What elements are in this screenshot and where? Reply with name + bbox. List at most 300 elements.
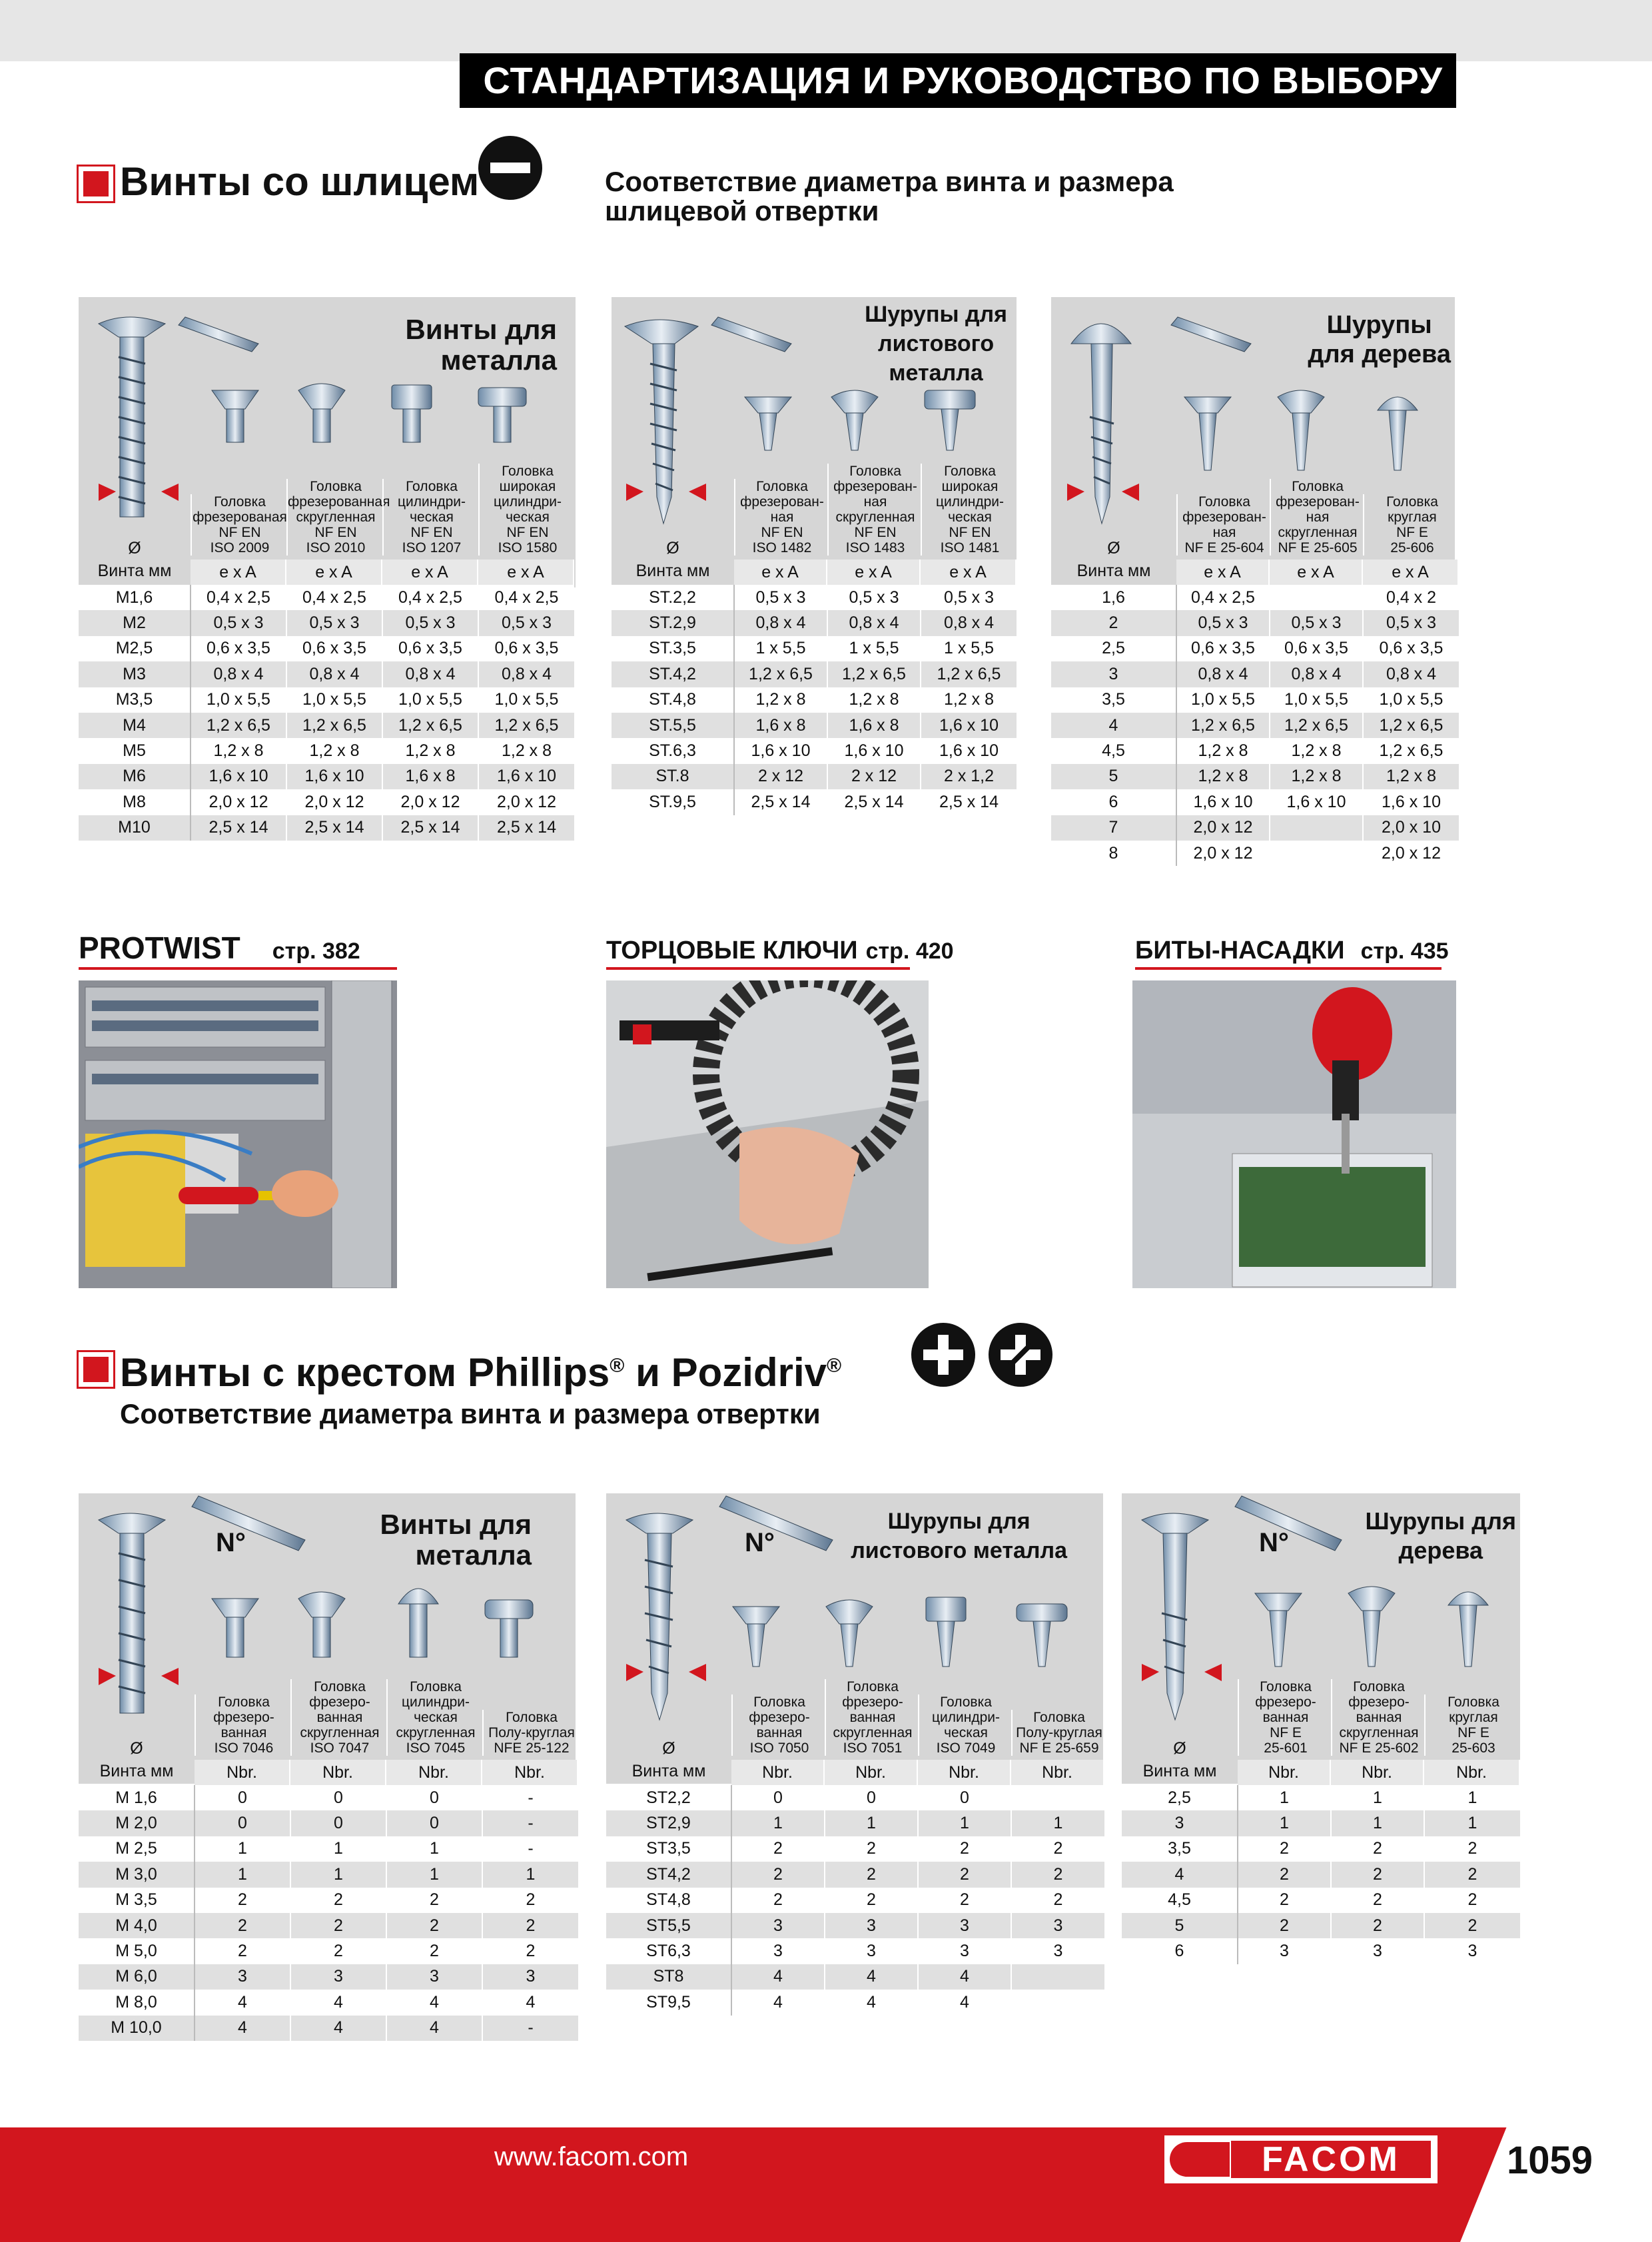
value-cell: -	[482, 2016, 578, 2041]
panel-title: Винты для металла	[380, 1509, 532, 1571]
row-size-cell: ST3,5	[606, 1836, 731, 1862]
value-cell: 1,2 x 8	[286, 738, 382, 763]
data-table	[612, 585, 1017, 815]
value-cell: 0,4 x 2,5	[382, 585, 478, 610]
value-cell: 1,6 x 10	[286, 764, 382, 789]
value-cell: 2 x 12	[827, 764, 921, 789]
value-cell: 2,0 x 12	[382, 789, 478, 815]
value-cell: 2	[1238, 1913, 1331, 1938]
unit-header: Nbr.	[825, 1760, 918, 1785]
row-size-cell: 7	[1051, 815, 1176, 841]
value-cell: 2,0 x 10	[1363, 815, 1459, 841]
row-size-cell: ST9,5	[606, 1990, 731, 2015]
row-size-cell: M 2,0	[79, 1810, 195, 1836]
row-size-cell: ST4,2	[606, 1862, 731, 1887]
row-size-cell: M 2,5	[79, 1836, 195, 1862]
value-cell: 0,5 x 3	[191, 610, 286, 635]
value-cell: 0,8 x 4	[827, 610, 921, 635]
slotted-subtitle-1: Соответствие диаметра винта и размера	[605, 166, 1174, 197]
row-size-cell: M4	[79, 713, 191, 738]
table-row	[1051, 636, 1459, 661]
table-row	[606, 1862, 1104, 1887]
value-cell: 0	[195, 1785, 290, 1810]
value-cell: 0,4 x 2,5	[191, 585, 286, 610]
column-header: Головка фрезерован- ная NF E 25-604	[1176, 494, 1271, 556]
column-header: Головка цилиндри- ческая ISO 7049	[918, 1694, 1013, 1756]
value-cell: 1,0 x 5,5	[382, 687, 478, 713]
table-row	[1122, 1938, 1520, 1964]
value-cell: 1 x 5,5	[827, 636, 921, 661]
value-cell: 3	[918, 1938, 1011, 1964]
value-cell: 1	[195, 1836, 290, 1862]
table-row	[79, 610, 574, 635]
slotted-head-icon	[478, 136, 542, 200]
value-cell: 4	[918, 1964, 1011, 1990]
column-header: Головка фрезерованая NF EN ISO 2009	[191, 494, 288, 556]
value-cell: 3	[918, 1913, 1011, 1938]
link-rule	[606, 967, 910, 970]
unit-header: e x A	[734, 560, 827, 585]
row-size-cell: ST.9,5	[612, 789, 734, 815]
value-cell: 1,2 x 6,5	[1176, 713, 1270, 738]
value-cell: 3	[1011, 1913, 1104, 1938]
value-cell: 2	[825, 1888, 918, 1913]
column-header: Головка фрезеро- ванная скругленная ISO 7051	[825, 1679, 919, 1756]
value-cell: 2	[1011, 1888, 1104, 1913]
value-cell: 0,6 x 3,5	[1176, 636, 1270, 661]
table-row	[1051, 789, 1459, 815]
panel-title: Шурупы для дерева	[1365, 1507, 1516, 1564]
value-cell: 0,8 x 4	[1270, 661, 1363, 687]
footer-url[interactable]: www.facom.com	[494, 2142, 689, 2171]
row-size-cell: M 6,0	[79, 1964, 195, 1990]
value-cell: 0,5 x 3	[921, 585, 1017, 610]
table-row	[606, 1810, 1104, 1836]
value-cell: 0,6 x 3,5	[478, 636, 574, 661]
value-cell: 0	[918, 1785, 1011, 1810]
row-size-cell: 3	[1051, 661, 1176, 687]
value-cell: 2	[1424, 1862, 1520, 1887]
value-cell: 1	[1238, 1810, 1331, 1836]
row-size-cell: M 1,6	[79, 1785, 195, 1810]
value-cell: 2	[386, 1888, 482, 1913]
value-cell: 0,4 x 2,5	[1176, 585, 1270, 610]
unit-header: Nbr.	[386, 1760, 482, 1785]
value-cell: 2	[195, 1888, 290, 1913]
value-cell: 2,5 x 14	[734, 789, 827, 815]
data-table	[1051, 585, 1459, 866]
unit-header: e x A	[921, 560, 1017, 585]
value-cell: 0,8 x 4	[382, 661, 478, 687]
link-protwist[interactable]: PROTWIST стр. 382	[79, 931, 360, 965]
value-cell: 4	[290, 1990, 386, 2015]
page-header: СТАНДАРТИЗАЦИЯ И РУКОВОДСТВО ПО ВЫБОРУ	[460, 53, 1456, 108]
value-cell: 0,8 x 4	[478, 661, 574, 687]
value-cell: 1	[1331, 1785, 1424, 1810]
value-cell: 4	[731, 1990, 825, 2015]
value-cell: 4	[825, 1990, 918, 2015]
value-cell: 2,0 x 12	[1176, 841, 1270, 866]
value-cell: 1,2 x 6,5	[734, 661, 827, 687]
row-size-cell: 5	[1122, 1913, 1238, 1938]
table-row	[606, 1836, 1104, 1862]
value-cell: 0,8 x 4	[734, 610, 827, 635]
unit-header: Nbr.	[290, 1760, 386, 1785]
row-size-cell: 2,5	[1051, 636, 1176, 661]
unit-header: e x A	[1176, 560, 1270, 585]
bits-photo	[1132, 980, 1456, 1288]
table-row	[79, 815, 574, 841]
row-size-cell: ST6,3	[606, 1938, 731, 1964]
value-cell: 3	[195, 1964, 290, 1990]
table-row	[1051, 764, 1459, 789]
value-cell: 2	[918, 1836, 1011, 1862]
value-cell: 2	[1331, 1913, 1424, 1938]
value-cell: 4	[195, 1990, 290, 2015]
value-cell	[1270, 585, 1363, 610]
value-cell: 1,2 x 8	[382, 738, 478, 763]
value-cell: 4	[731, 1964, 825, 1990]
value-cell: 2,5 x 14	[478, 815, 574, 841]
value-cell: 0,6 x 3,5	[382, 636, 478, 661]
row-size-cell: ST.5,5	[612, 713, 734, 738]
driver-number-label: N°	[216, 1528, 246, 1557]
pozidriv-head-icon	[989, 1323, 1052, 1387]
value-cell: 1 x 5,5	[921, 636, 1017, 661]
value-cell: 2	[195, 1938, 290, 1964]
protwist-photo	[79, 980, 397, 1288]
unit-header: e x A	[827, 560, 921, 585]
unit-header: e x A	[286, 560, 382, 585]
value-cell: 2,0 x 12	[286, 789, 382, 815]
value-cell: 2	[918, 1862, 1011, 1887]
phillips-subtitle: Соответствие диаметра винта и размера отвертки	[120, 1398, 821, 1429]
value-cell: 2 x 12	[734, 764, 827, 789]
row-size-cell: ST.3,5	[612, 636, 734, 661]
row-size-cell: ST.2,9	[612, 610, 734, 635]
driver-number-label: N°	[1259, 1528, 1289, 1557]
row-size-cell: 3,5	[1122, 1836, 1238, 1862]
value-cell: 1,6 x 10	[921, 713, 1017, 738]
value-cell: 2,5 x 14	[286, 815, 382, 841]
panel-title: Шурупы для дерева	[1308, 311, 1451, 368]
value-cell: 4	[918, 1990, 1011, 2015]
section-bullet	[79, 1352, 113, 1387]
value-cell	[1011, 1785, 1104, 1810]
value-cell: -	[482, 1785, 578, 1810]
value-cell: 0	[290, 1785, 386, 1810]
table-row	[1051, 815, 1459, 841]
value-cell: 0,6 x 3,5	[286, 636, 382, 661]
value-cell: 1,2 x 6,5	[382, 713, 478, 738]
value-cell: 2	[1424, 1913, 1520, 1938]
value-cell: 1,2 x 6,5	[827, 661, 921, 687]
table-row	[79, 1888, 578, 1913]
value-cell	[1270, 815, 1363, 841]
link-rule	[79, 967, 397, 970]
value-cell: 2	[1331, 1888, 1424, 1913]
row-size-cell: M8	[79, 789, 191, 815]
column-header: Головка широкая цилиндри- ческая NF EN ISO 1481	[921, 464, 1018, 556]
value-cell: 2	[290, 1938, 386, 1964]
socket-keys-photo	[606, 980, 929, 1288]
table-row	[606, 1785, 1104, 1810]
value-cell: 2,0 x 12	[1363, 841, 1459, 866]
value-cell: 2	[825, 1862, 918, 1887]
value-cell: 1,0 x 5,5	[478, 687, 574, 713]
value-cell: 0,8 x 4	[921, 610, 1017, 635]
value-cell: 1,0 x 5,5	[1363, 687, 1459, 713]
table-row	[1051, 713, 1459, 738]
value-cell: 2	[1238, 1862, 1331, 1887]
column-header: Головка круглая NF E 25-606	[1363, 494, 1460, 556]
row-size-cell: ST.4,8	[612, 687, 734, 713]
value-cell: 1,2 x 8	[478, 738, 574, 763]
value-cell: 2	[731, 1836, 825, 1862]
table-row	[79, 1964, 578, 1990]
column-header: Головка цилиндри- ческая NF EN ISO 1207	[382, 479, 480, 556]
row-size-cell: ST2,9	[606, 1810, 731, 1836]
value-cell: 1,6 x 10	[478, 764, 574, 789]
value-cell: 1,6 x 10	[734, 738, 827, 763]
table-row	[612, 585, 1017, 610]
column-header: Головка широкая цилиндри- ческая NF EN ISO 1580	[478, 464, 576, 556]
value-cell: 1,6 x 8	[734, 713, 827, 738]
value-cell: 2	[482, 1938, 578, 1964]
row-size-cell: 4	[1051, 713, 1176, 738]
value-cell: 3	[1424, 1938, 1520, 1964]
unit-header: e x A	[478, 560, 574, 585]
value-cell: 1	[386, 1862, 482, 1887]
value-cell: 3	[825, 1938, 918, 1964]
value-cell: 2	[482, 1888, 578, 1913]
value-cell: 2,5 x 14	[921, 789, 1017, 815]
column-header: Головка фрезерован- ная скругленная NF EN ISO 1483	[827, 464, 922, 556]
value-cell: 2	[1238, 1836, 1331, 1862]
link-bits[interactable]: БИТЫ-НАСАДКИ стр. 435	[1135, 936, 1449, 964]
table-row	[606, 1913, 1104, 1938]
table-row	[612, 661, 1017, 687]
table-row	[612, 738, 1017, 763]
column-header: Головка круглая NF E 25-603	[1424, 1694, 1521, 1756]
value-cell: 1	[1238, 1785, 1331, 1810]
table-row	[1122, 1785, 1520, 1810]
value-cell: 0,8 x 4	[1363, 661, 1459, 687]
driver-number-label: N°	[745, 1528, 775, 1557]
value-cell: 0	[386, 1785, 482, 1810]
value-cell: 2	[731, 1862, 825, 1887]
value-cell: 3	[731, 1913, 825, 1938]
unit-header: Nbr.	[731, 1760, 825, 1785]
table-row	[1122, 1913, 1520, 1938]
row-size-cell: 8	[1051, 841, 1176, 866]
value-cell	[1011, 1964, 1104, 1990]
table-row	[606, 1990, 1104, 2015]
value-cell: 3	[482, 1964, 578, 1990]
value-cell: 0,4 x 2,5	[286, 585, 382, 610]
table-row	[79, 789, 574, 815]
unit-header: e x A	[1363, 560, 1459, 585]
value-cell: 0,6 x 3,5	[191, 636, 286, 661]
value-cell: 1,2 x 6,5	[1270, 713, 1363, 738]
value-cell: 0,8 x 4	[1176, 661, 1270, 687]
unit-header: Nbr.	[195, 1760, 290, 1785]
row-size-cell: M2	[79, 610, 191, 635]
value-cell: 2	[1011, 1862, 1104, 1887]
value-cell: 1,0 x 5,5	[1270, 687, 1363, 713]
value-cell: 1,0 x 5,5	[286, 687, 382, 713]
value-cell: 1	[1424, 1785, 1520, 1810]
table-row	[79, 1862, 578, 1887]
column-header: Головка фрезеро- ванная скругленная ISO 7047	[290, 1679, 388, 1756]
row-size-cell: 2,5	[1122, 1785, 1238, 1810]
table-row	[1122, 1810, 1520, 1836]
value-cell: 0,6 x 3,5	[1270, 636, 1363, 661]
row-size-cell: ST2,2	[606, 1785, 731, 1810]
value-cell: 0	[731, 1785, 825, 1810]
value-cell: 1 x 5,5	[734, 636, 827, 661]
panel-title: Винты для металла	[405, 314, 557, 376]
phillips-head-icon	[911, 1323, 975, 1387]
value-cell: 2	[386, 1938, 482, 1964]
value-cell: 1,6 x 10	[1270, 789, 1363, 815]
value-cell: 2,0 x 12	[478, 789, 574, 815]
value-cell: 1,2 x 6,5	[1363, 738, 1459, 763]
table-row	[606, 1888, 1104, 1913]
row-size-cell: ST4,8	[606, 1888, 731, 1913]
value-cell: 1	[1011, 1810, 1104, 1836]
value-cell: -	[482, 1836, 578, 1862]
value-cell: 1,2 x 6,5	[191, 713, 286, 738]
diameter-header: Ø Винта мм	[1076, 539, 1151, 580]
value-cell: 0,8 x 4	[286, 661, 382, 687]
value-cell: 3	[290, 1964, 386, 1990]
value-cell: -	[482, 1810, 578, 1836]
table-row	[79, 1913, 578, 1938]
value-cell: 1,6 x 10	[921, 738, 1017, 763]
column-header: Головка Полу-круглая NFE 25-122	[482, 1710, 580, 1756]
row-size-cell: M3,5	[79, 687, 191, 713]
row-size-cell: 6	[1122, 1938, 1238, 1964]
data-table	[79, 1785, 578, 2041]
section-title-phillips: Винты с крестом Phillips® и Pozidriv®	[120, 1350, 842, 1395]
panel-title: Шурупы для листового металла	[865, 302, 1007, 386]
value-cell: 0,5 x 3	[1363, 610, 1459, 635]
column-header: Головка фрезерованная скругленная NF EN ISO 2010	[288, 479, 390, 556]
link-socket-keys[interactable]: ТОРЦОВЫЕ КЛЮЧИ стр. 420	[606, 936, 954, 964]
value-cell: 2	[386, 1913, 482, 1938]
table-row	[1051, 687, 1459, 713]
table-row	[612, 636, 1017, 661]
row-size-cell: M6	[79, 764, 191, 789]
row-size-cell: M 5,0	[79, 1938, 195, 1964]
value-cell: 1,2 x 6,5	[921, 661, 1017, 687]
diameter-header: Ø Винта мм	[99, 1739, 174, 1780]
value-cell: 4	[386, 1990, 482, 2015]
value-cell: 1,6 x 10	[827, 738, 921, 763]
row-size-cell: 3	[1122, 1810, 1238, 1836]
table-row	[612, 687, 1017, 713]
table-row	[1051, 738, 1459, 763]
table-row	[1051, 610, 1459, 635]
value-cell: 1,6 x 10	[1363, 789, 1459, 815]
value-cell: 1	[1424, 1810, 1520, 1836]
row-size-cell: 3,5	[1051, 687, 1176, 713]
value-cell: 1,2 x 8	[1270, 764, 1363, 789]
value-cell: 1,2 x 8	[734, 687, 827, 713]
value-cell: 2	[731, 1888, 825, 1913]
value-cell: 2,5 x 14	[827, 789, 921, 815]
value-cell: 1	[386, 1836, 482, 1862]
value-cell: 0	[195, 1810, 290, 1836]
table-row	[606, 1938, 1104, 1964]
unit-header: Nbr.	[918, 1760, 1011, 1785]
value-cell: 1	[825, 1810, 918, 1836]
value-cell: 0	[290, 1810, 386, 1836]
value-cell: 2,5 x 14	[382, 815, 478, 841]
value-cell: 1,2 x 8	[1176, 738, 1270, 763]
table-row	[1122, 1836, 1520, 1862]
value-cell: 1,6 x 10	[191, 764, 286, 789]
value-cell: 3	[1238, 1938, 1331, 1964]
table-row	[79, 1990, 578, 2015]
value-cell	[1011, 1990, 1104, 2015]
top-band	[0, 0, 1652, 61]
panel-title: Шурупы для листового металла	[851, 1509, 1067, 1563]
row-size-cell: M10	[79, 815, 191, 841]
value-cell: 2,0 x 12	[1176, 815, 1270, 841]
value-cell: 1	[482, 1862, 578, 1887]
value-cell: 0,4 x 2,5	[478, 585, 574, 610]
value-cell: 2	[1424, 1888, 1520, 1913]
value-cell: 3	[731, 1938, 825, 1964]
value-cell: 4	[290, 2016, 386, 2041]
table-row	[612, 610, 1017, 635]
column-header: Головка фрезеро- ванная скругленная NF E 25-602	[1331, 1679, 1426, 1756]
table-row	[79, 1836, 578, 1862]
value-cell: 0	[825, 1785, 918, 1810]
row-size-cell: M 3,0	[79, 1862, 195, 1887]
value-cell: 0,5 x 3	[286, 610, 382, 635]
data-table	[606, 1785, 1104, 2016]
row-size-cell: ST.8	[612, 764, 734, 789]
unit-header: Nbr.	[1238, 1760, 1331, 1785]
column-header: Головка фрезеро- ванная NF E 25-601	[1238, 1679, 1332, 1756]
unit-header: Nbr.	[1011, 1760, 1104, 1785]
column-header: Головка фрезерован- ная скругленная NF E 25-605	[1270, 479, 1364, 556]
unit-header: Nbr.	[482, 1760, 578, 1785]
value-cell: 0,5 x 3	[827, 585, 921, 610]
row-size-cell: 4,5	[1122, 1888, 1238, 1913]
row-size-cell: ST5,5	[606, 1913, 731, 1938]
row-size-cell: 2	[1051, 610, 1176, 635]
table-row	[79, 2016, 578, 2041]
table-row	[612, 713, 1017, 738]
value-cell: 0	[386, 1810, 482, 1836]
table-row	[1051, 585, 1459, 610]
value-cell: 1	[195, 1862, 290, 1887]
value-cell: 2,0 x 12	[191, 789, 286, 815]
diameter-header: Ø Винта мм	[97, 539, 172, 580]
facom-logo: FACOM	[1164, 2135, 1438, 2183]
column-header: Головка цилиндри- ческая скругленная ISO 7045	[386, 1679, 484, 1756]
table-row	[1122, 1888, 1520, 1913]
value-cell: 0,6 x 3,5	[1363, 636, 1459, 661]
table-row	[79, 738, 574, 763]
row-size-cell: ST.6,3	[612, 738, 734, 763]
value-cell: 2	[482, 1913, 578, 1938]
row-size-cell: ST8	[606, 1964, 731, 1990]
